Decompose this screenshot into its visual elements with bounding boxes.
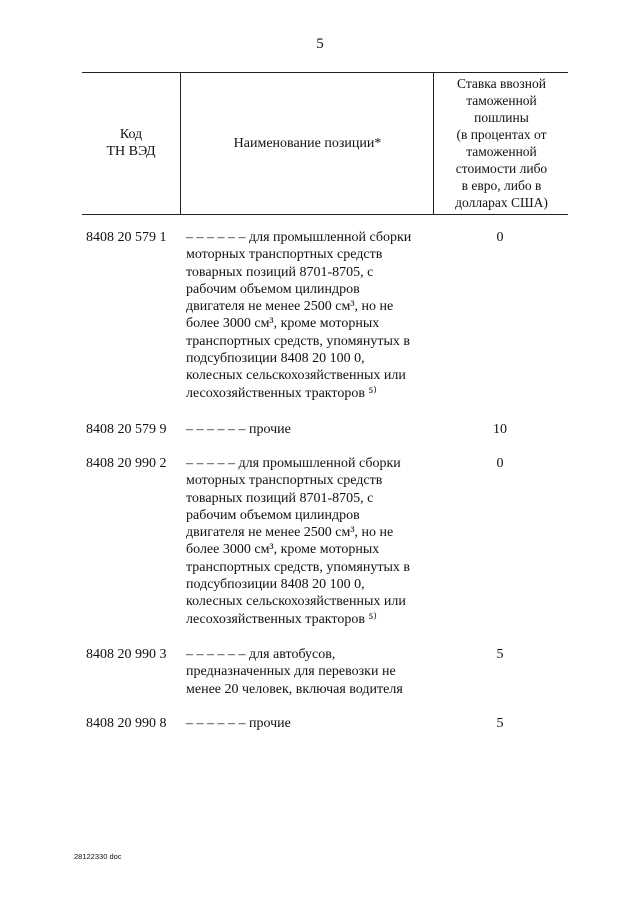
row-description-line: подсубпозиции 8408 20 100 0,: [186, 577, 365, 593]
header-rate-line: таможенной: [466, 93, 537, 108]
row-description: [186, 455, 416, 628]
row-description-line: моторных транспортных средств: [186, 473, 383, 489]
row-description-line: транспортных средств, упомянутых в: [186, 333, 410, 349]
row-description-line: – – – – – – для промышленной сборки: [186, 230, 412, 245]
row-rate: 5: [496, 647, 504, 662]
header-code-line: Код: [119, 127, 143, 142]
row-description-line: – – – – – – прочие: [186, 422, 291, 437]
header-rate-line: пошлины: [474, 110, 529, 125]
header-rate-line: Ставка ввозной: [457, 76, 546, 91]
row-rate: 10: [493, 422, 507, 437]
row-description-line: товарных позиций 8701-8705, с: [186, 490, 374, 506]
header-rate-line: долларах США): [455, 195, 548, 210]
row-description-line: товарных позиций 8701-8705, с: [186, 264, 374, 280]
row-description: [186, 421, 416, 438]
header-rate: [435, 72, 568, 214]
row-code: 8408 20 579 9: [86, 422, 167, 437]
header-rate-line: таможенной: [466, 144, 537, 159]
row-description-line: транспортных средств, упомянутых в: [186, 559, 410, 575]
document-footer: 28122330 doc: [74, 852, 122, 861]
row-description: [186, 646, 416, 698]
row-description-line: подсубпозиции 8408 20 100 0,: [186, 351, 365, 367]
row-code: 8408 20 579 1: [86, 230, 167, 245]
row-description-line: – – – – – – для автобусов,: [186, 647, 336, 662]
row-code: 8408 20 990 3: [86, 647, 167, 662]
table-header-bottom-rule: [82, 214, 568, 215]
row-description-line: – – – – – для промышленной сборки: [186, 456, 401, 471]
row-description-line: рабочим объемом цилиндров: [186, 507, 360, 523]
row-description-line: двигателя не менее 2500 см³, но не: [186, 525, 394, 541]
row-rate: 5: [496, 716, 504, 731]
header-divider-1: [180, 72, 181, 215]
row-description-line: менее 20 человек, включая водителя: [186, 681, 403, 697]
row-rate: 0: [496, 456, 504, 471]
header-rate-line: стоимости либо: [455, 161, 548, 176]
row-description-line: колесных сельскохозяйственных или: [186, 594, 406, 610]
row-description: [186, 715, 416, 732]
row-description: [186, 229, 416, 402]
page-number: 5: [316, 36, 324, 52]
row-description-line: более 3000 см³, кроме моторных: [186, 542, 380, 558]
header-name: Наименование позиции*: [233, 135, 382, 151]
row-rate: 0: [496, 230, 504, 245]
header-rate-line: (в процентах от: [456, 127, 547, 142]
header-rate-line: в евро, либо в: [461, 178, 542, 193]
row-description-line: предназначенных для перевозки не: [186, 664, 396, 680]
row-description-line: лесохозяйственных тракторов ⁵⁾: [186, 611, 377, 627]
row-description-line: – – – – – – прочие: [186, 716, 291, 731]
row-description-line: моторных транспортных средств: [186, 247, 383, 263]
header-code: [82, 72, 180, 214]
row-description-line: колесных сельскохозяйственных или: [186, 368, 406, 384]
header-divider-2: [433, 72, 434, 215]
row-description-line: более 3000 см³, кроме моторных: [186, 316, 380, 332]
row-description-line: двигателя не менее 2500 см³, но не: [186, 299, 394, 315]
row-code: 8408 20 990 8: [86, 716, 167, 731]
row-description-line: лесохозяйственных тракторов ⁵⁾: [186, 385, 377, 401]
row-code: 8408 20 990 2: [86, 456, 167, 471]
header-code-line: ТН ВЭД: [106, 144, 156, 159]
row-description-line: рабочим объемом цилиндров: [186, 281, 360, 297]
